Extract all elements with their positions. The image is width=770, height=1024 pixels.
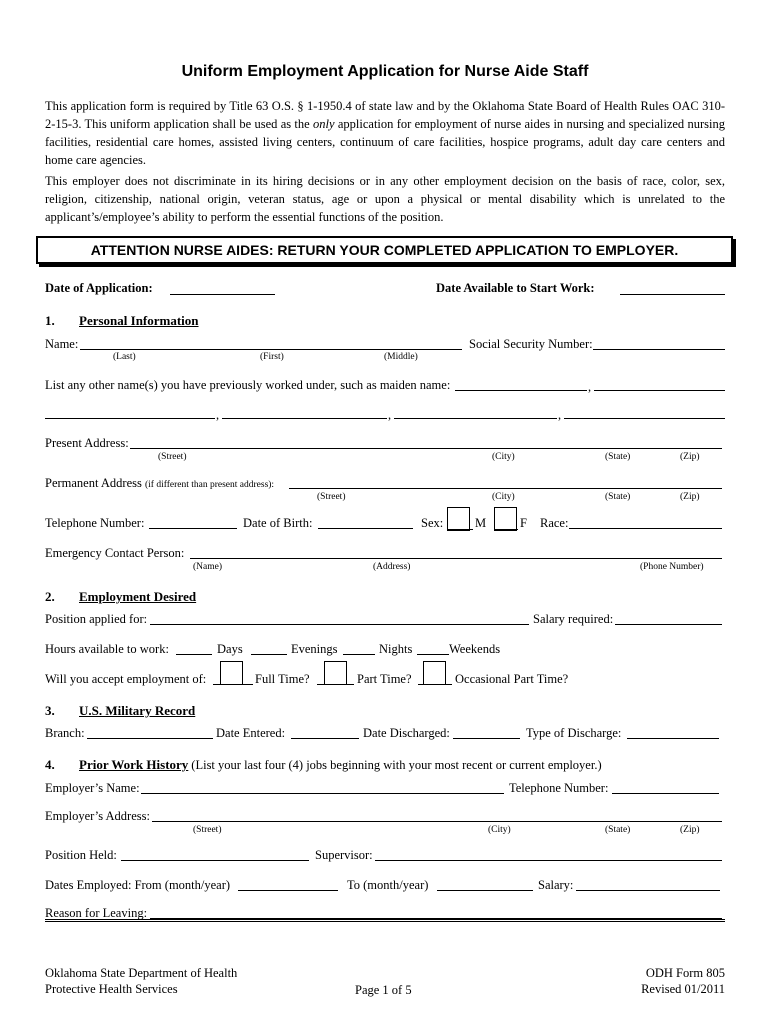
- dates-from-field[interactable]: [238, 890, 338, 891]
- dates-to-label: To (month/year): [347, 878, 429, 892]
- employer-name-field[interactable]: [141, 793, 504, 794]
- attention-banner: ATTENTION NURSE AIDES: RETURN YOUR COMPLETED APPLICATION TO EMPLOYER.: [36, 236, 733, 264]
- section-4-number: 4.: [45, 757, 55, 772]
- date-discharged-label: Date Discharged:: [363, 726, 450, 740]
- dates-from-label: Dates Employed: From (month/year): [45, 878, 231, 892]
- sex-male-label: M: [475, 516, 487, 530]
- date-discharged-field[interactable]: [453, 738, 520, 739]
- hours-weekends-field[interactable]: [417, 654, 449, 655]
- employer-address-field[interactable]: [152, 821, 722, 822]
- section-2-heading: Employment Desired: [79, 589, 197, 604]
- reason-for-leaving-label: Reason for Leaving:: [45, 906, 148, 920]
- employer-telephone-label: Telephone Number:: [509, 781, 609, 795]
- date-entered-field[interactable]: [291, 738, 359, 739]
- name-label: Name:: [45, 337, 79, 351]
- emergency-contact-label: Emergency Contact Person:: [45, 546, 185, 560]
- position-held-label: Position Held:: [45, 848, 117, 862]
- section-1-heading: Personal Information: [79, 313, 199, 328]
- comma: ,: [588, 380, 592, 394]
- intro-paragraph-2: This employer does not discriminate in its hiring decisions or in any other employment decision on the basis of race, color, sex, religion, citizenship, national origin, veteran status, age or upon a physical or mental disability which is unrelated to the applicant’s/employee’s ability to perform the essential functions of the position.: [45, 174, 725, 224]
- present-state-caption: (State): [605, 452, 631, 462]
- part-time-checkbox[interactable]: [324, 661, 347, 685]
- present-address-field[interactable]: [130, 448, 722, 449]
- employer-address-label: Employer’s Address:: [45, 809, 150, 823]
- comma: ,: [388, 408, 392, 422]
- hours-weekends-label: Weekends: [449, 642, 501, 656]
- salary-required-label: Salary required:: [533, 612, 614, 626]
- race-label: Race:: [540, 516, 569, 530]
- telephone-field[interactable]: [149, 528, 237, 529]
- sex-female-label: F: [520, 516, 527, 530]
- name-field[interactable]: [80, 349, 462, 350]
- branch-field[interactable]: [87, 738, 213, 739]
- name-first-caption: (First): [260, 352, 284, 362]
- full-time-checkbox[interactable]: [220, 661, 243, 685]
- footer-revised-date: Revised 01/2011: [641, 982, 725, 996]
- perm-city-caption: (City): [492, 492, 515, 502]
- ec-phone-caption: (Phone Number): [640, 562, 704, 572]
- section-1-number: 1.: [45, 313, 55, 328]
- employer-state-caption: (State): [605, 825, 631, 835]
- intro-paragraph-1: This application form is required by Title 63 O.S. § 1-1950.4 of state law and by the Oklahoma State Board of Health Rules OAC 310-2-15-3. This uniform application shall be used as the only application for employment of nurse aides in nursing and specialized nursing facilities, residential care homes, assisted living centers, continuum of care facilities, hospice programs, adult day care centers and home care agencies.: [45, 99, 725, 167]
- date-available-label: Date Available to Start Work:: [436, 281, 595, 295]
- employer-city-caption: (City): [488, 825, 511, 835]
- full-time-label: Full Time?: [255, 672, 310, 686]
- hours-nights-label: Nights: [379, 642, 413, 656]
- sex-female-underline: [494, 529, 518, 530]
- employer-name-label: Employer’s Name:: [45, 781, 140, 795]
- type-of-discharge-field[interactable]: [627, 738, 719, 739]
- permanent-address-label: Permanent Address (if different than present address):: [45, 476, 275, 490]
- footer-form-number: ODH Form 805: [645, 966, 725, 980]
- supervisor-field[interactable]: [375, 860, 722, 861]
- other-name-field-3[interactable]: [45, 418, 215, 419]
- part-time-label: Part Time?: [357, 672, 412, 686]
- telephone-label: Telephone Number:: [45, 516, 145, 530]
- employer-zip-caption: (Zip): [680, 825, 700, 835]
- other-name-field-4[interactable]: [222, 418, 387, 419]
- section-4-heading-row: Prior Work History (List your last four (4) jobs beginning with your most recent or current employer.): [79, 757, 602, 772]
- accept-employment-label: Will you accept employment of:: [45, 672, 207, 686]
- sex-female-checkbox[interactable]: [494, 507, 517, 531]
- salary-field[interactable]: [576, 890, 720, 891]
- hours-evenings-field[interactable]: [251, 654, 287, 655]
- salary-required-field[interactable]: [615, 624, 722, 625]
- ec-name-caption: (Name): [193, 562, 223, 572]
- hours-evenings-label: Evenings: [291, 642, 338, 656]
- ssn-field[interactable]: [593, 349, 725, 350]
- sex-male-underline: [447, 529, 473, 530]
- position-held-field[interactable]: [121, 860, 309, 861]
- occasional-part-time-label: Occasional Part Time?: [455, 672, 569, 686]
- date-available-field[interactable]: [620, 294, 725, 295]
- section-divider: [45, 919, 725, 922]
- dob-field[interactable]: [318, 528, 413, 529]
- name-last-caption: (Last): [113, 352, 136, 362]
- date-of-application-field[interactable]: [170, 294, 275, 295]
- dates-to-field[interactable]: [437, 890, 533, 891]
- employer-telephone-field[interactable]: [612, 793, 719, 794]
- ssn-label: Social Security Number:: [469, 337, 593, 351]
- date-entered-label: Date Entered:: [216, 726, 286, 740]
- branch-label: Branch:: [45, 726, 85, 740]
- hours-days-label: Days: [217, 642, 243, 656]
- other-name-field-5[interactable]: [394, 418, 557, 419]
- ec-address-caption: (Address): [373, 562, 411, 572]
- footer-page-number: Page 1 of 5: [355, 983, 412, 997]
- hours-available-label: Hours available to work:: [45, 642, 169, 656]
- section-3-number: 3.: [45, 703, 55, 718]
- other-name-field-6[interactable]: [564, 418, 725, 419]
- date-of-application-label: Date of Application:: [45, 281, 153, 295]
- position-applied-label: Position applied for:: [45, 612, 148, 626]
- salary-label: Salary:: [538, 878, 574, 892]
- comma: ,: [216, 408, 220, 422]
- footer-department: Oklahoma State Department of Health: [45, 966, 238, 980]
- other-name-field-1[interactable]: [455, 390, 587, 391]
- other-names-label: List any other name(s) you have previously worked under, such as maiden name:: [45, 378, 451, 392]
- present-zip-caption: (Zip): [680, 452, 700, 462]
- comma: ,: [558, 408, 562, 422]
- perm-street-caption: (Street): [317, 492, 346, 502]
- other-name-field-2[interactable]: [594, 390, 725, 391]
- type-of-discharge-label: Type of Discharge:: [526, 726, 622, 740]
- position-applied-field[interactable]: [150, 624, 529, 625]
- emergency-contact-field[interactable]: [190, 558, 722, 559]
- present-city-caption: (City): [492, 452, 515, 462]
- hours-nights-field[interactable]: [343, 654, 375, 655]
- perm-state-caption: (State): [605, 492, 631, 502]
- section-2-number: 2.: [45, 589, 55, 604]
- section-3-heading: U.S. Military Record: [79, 703, 196, 718]
- perm-zip-caption: (Zip): [680, 492, 700, 502]
- sex-label: Sex:: [421, 516, 444, 530]
- name-middle-caption: (Middle): [384, 352, 418, 362]
- form-title: Uniform Employment Application for Nurse Aide Staff: [181, 63, 589, 80]
- hours-days-field[interactable]: [176, 654, 212, 655]
- present-street-caption: (Street): [158, 452, 187, 462]
- employer-street-caption: (Street): [193, 825, 222, 835]
- permanent-address-field[interactable]: [289, 488, 722, 489]
- sex-male-checkbox[interactable]: [447, 507, 470, 531]
- race-field[interactable]: [569, 528, 722, 529]
- present-address-label: Present Address:: [45, 436, 129, 450]
- occasional-part-time-checkbox[interactable]: [423, 661, 446, 685]
- footer-division: Protective Health Services: [45, 982, 178, 996]
- dob-label: Date of Birth:: [243, 516, 313, 530]
- supervisor-label: Supervisor:: [315, 848, 373, 862]
